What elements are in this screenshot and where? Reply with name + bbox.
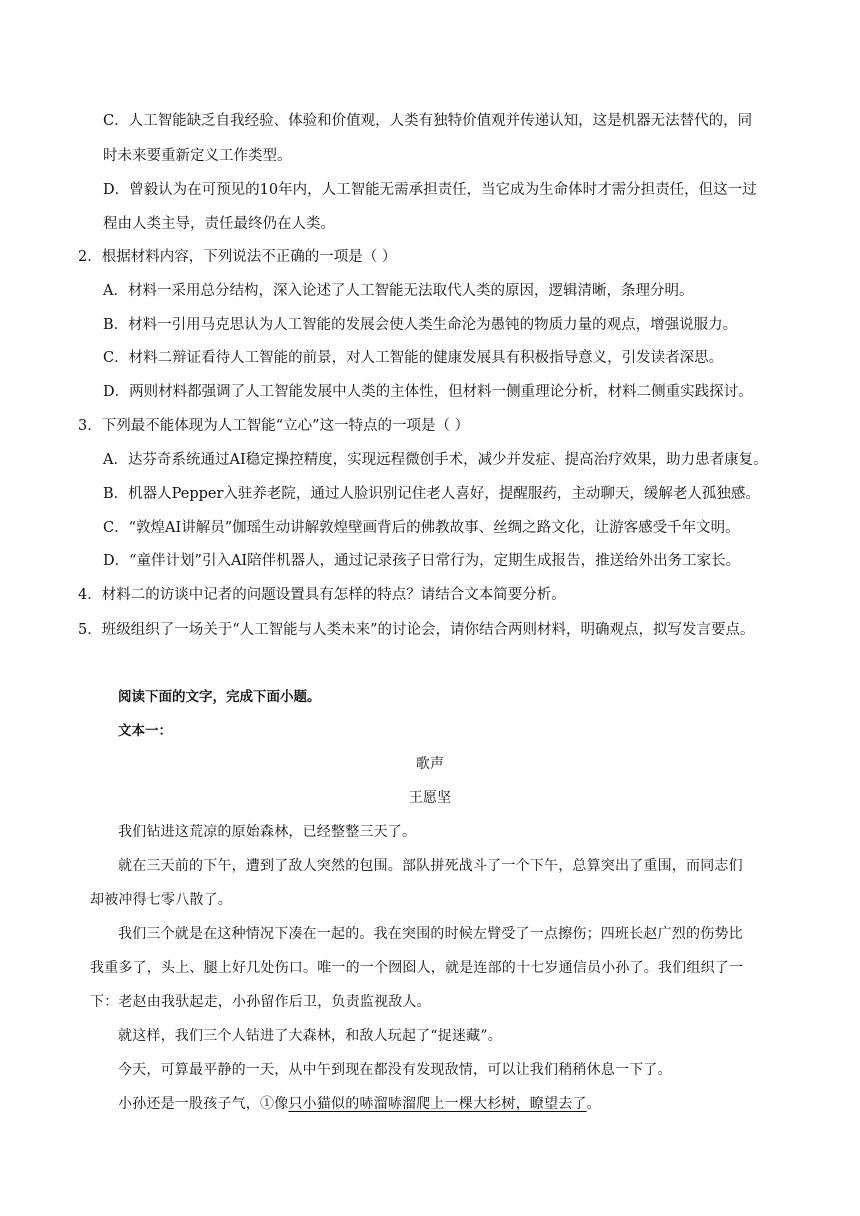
text-label: 文本一： (118, 723, 172, 739)
q2-option-b: B．材料一引用马克思认为人工智能的发展会使人类生命沦为愚钝的物质力量的观点，增强说服力。 (103, 317, 738, 333)
q1-option-d-line2: 程由人类主导，责任最终仍在人类。 (103, 216, 335, 232)
paragraph-2-line2: 却被冲得七零八散了。 (90, 892, 232, 908)
q3-stem: 3．下列最不能体现为人工智能“立心”这一特点的一项是（ ） (78, 418, 470, 434)
paragraph-2-line1: 就在三天前的下午，遭到了敌人突然的包围。部队拼死战斗了一个下午，总算突出了重围，而同志们 (118, 858, 743, 874)
paragraph-3-line2: 我重多了，头上、腿上好几处伤口。唯一的一个囫囵人，就是连部的十七岁通信员小孙了。我们组织了一 (90, 960, 744, 976)
reading-instruction: 阅读下面的文字，完成下面小题。 (118, 689, 321, 705)
paragraph-6-prefix: 小孙还是一股孩子气，①像 (118, 1096, 289, 1112)
q1-option-d-line1: D．曾毅认为在可预见的10年内，人工智能无需承担责任，当它成为生命体时才需分担责任，但这一过 (103, 182, 757, 198)
story-title: 歌声 (415, 756, 445, 772)
q3-option-d: D．“童伴计划”引入AI陪伴机器人，通过记录孩子日常行为，定期生成报告，推送给外出务工家长。 (103, 553, 741, 569)
paragraph-5: 今天，可算最平静的一天，从中午到现在都没有发现敌情，可以让我们稍稍休息一下了。 (118, 1062, 672, 1078)
paragraph-3-line1: 我们三个就是在这种情况下凑在一起的。我在突围的时候左臂受了一点擦伤；四班长赵广烈的伤势比 (118, 926, 743, 942)
q1-option-c-line2: 时未来要重新定义工作类型。 (103, 148, 292, 164)
q1-option-c-line1: C．人工智能缺乏自我经验、体验和价值观，人类有独特价值观并传递认知，这是机器无法替代的，同 (103, 113, 753, 129)
q2-option-a: A．材料一采用总分结构，深入论述了人工智能无法取代人类的原因，逻辑清晰，条理分明。 (103, 283, 694, 299)
q2-option-c: C．材料二辩证看待人工智能的前景，对人工智能的健康发展具有积极指导意义，引发读者深思。 (103, 350, 724, 366)
q5-stem: 5．班级组织了一场关于“人工智能与人类未来”的讨论会，请你结合两则材料，明确观点，拟写发言要点。 (78, 622, 755, 638)
paragraph-6-suffix: 。 (586, 1096, 601, 1112)
story-author: 王愿坚 (408, 790, 452, 806)
underlined-sentence-1: 只小猫似的哧溜哧溜爬上一棵大杉树，瞭望去了 (288, 1096, 587, 1112)
paragraph-3-line3: 下：老赵由我驮起走，小孙留作后卫，负责监视敌人。 (90, 994, 431, 1010)
q3-option-c: C．“敦煌AI讲解员”伽瑶生动讲解敦煌壁画背后的佛教故事、丝绸之路文化，让游客感受千年文明。 (103, 520, 740, 536)
paragraph-6 (118, 1094, 601, 1114)
q3-option-a: A．达芬奇系统通过AI稳定操控精度，实现远程微创手术，减少并发症、提高治疗效果，助力患者康复。 (103, 452, 768, 468)
paragraph-1: 我们钻进这荒凉的原始森林，已经整整三天了。 (118, 824, 417, 840)
q2-stem: 2．根据材料内容，下列说法不正确的一项是（ ） (78, 249, 397, 265)
q4-stem: 4．材料二的访谈中记者的问题设置具有怎样的特点？请结合文本简要分析。 (78, 587, 566, 603)
paragraph-4: 就这样，我们三个人钻进了大森林，和敌人玩起了“捉迷藏”。 (118, 1028, 502, 1044)
q3-option-b: B．机器人Pepper入驻养老院，通过人脸识别记住老人喜好，提醒服药，主动聊天，缓解老人孤独感。 (103, 486, 760, 502)
q2-option-d: D．两则材料都强调了人工智能发展中人类的主体性，但材料一侧重理论分析，材料二侧重实践探讨。 (103, 384, 753, 400)
